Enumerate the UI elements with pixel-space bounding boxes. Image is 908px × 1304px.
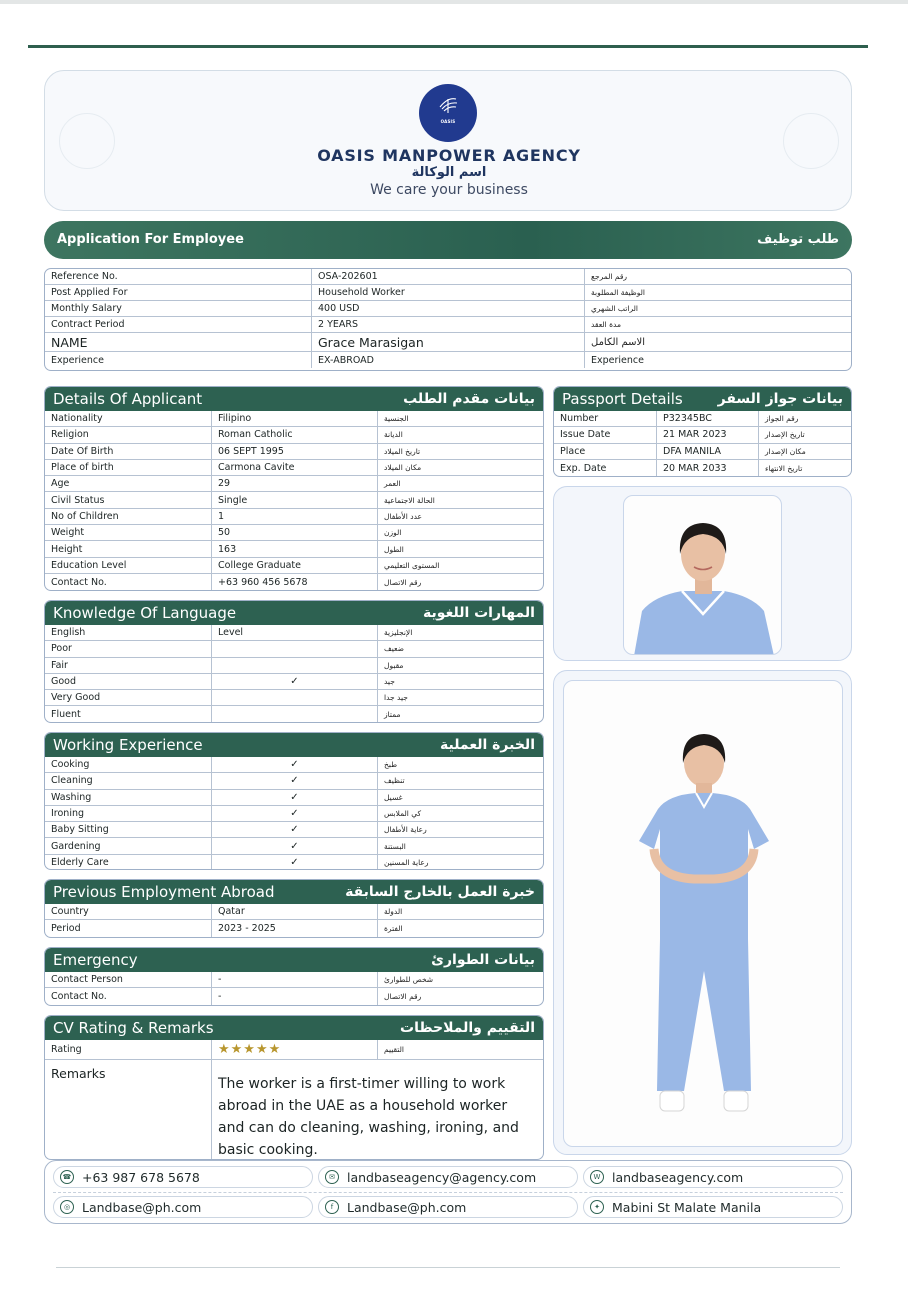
applicant-row xyxy=(45,444,543,460)
previous-label-ar: الفترة xyxy=(377,920,543,936)
applicant-label: Contact No. xyxy=(51,576,107,588)
reference-value: Grace Marasigan xyxy=(311,333,584,351)
checkmark-icon: ✓ xyxy=(211,838,377,853)
experience-section-title: Working Experience xyxy=(53,736,203,754)
application-title-ar: طلب توظيف xyxy=(757,232,839,247)
experience-label: Cleaning xyxy=(51,775,93,787)
language-row xyxy=(45,658,543,674)
applicant-label: Education Level xyxy=(51,559,127,571)
applicant-row xyxy=(45,525,543,541)
passport-label: Issue Date xyxy=(560,429,611,441)
reference-value: EX-ABROAD xyxy=(311,352,584,368)
applicant-label-ar: تاريخ الميلاد xyxy=(377,444,543,459)
experience-section-header xyxy=(45,733,543,757)
passport-value: 20 MAR 2033 xyxy=(656,460,758,476)
agency-header xyxy=(44,70,852,211)
reference-label: Reference No. xyxy=(51,271,118,282)
applicant-value: College Graduate xyxy=(211,558,377,573)
checkmark-icon: ✓ xyxy=(211,855,377,870)
agency-logo xyxy=(419,84,477,142)
contact-separator xyxy=(53,1192,843,1193)
language-section-title-ar: المهارات اللغوية xyxy=(423,605,535,621)
emergency-label-ar: رقم الاتصال xyxy=(377,988,543,1004)
cv-section-header xyxy=(45,1016,543,1040)
experience-row xyxy=(45,806,543,822)
applicant-row xyxy=(45,558,543,574)
contact-text: +63 987 678 5678 xyxy=(82,1169,200,1185)
experience-label-ar: البستنة xyxy=(377,838,543,853)
contact-text: landbaseagency.com xyxy=(612,1169,744,1185)
reference-value: 2 YEARS xyxy=(311,317,584,332)
applicant-label-ar: العمر xyxy=(377,476,543,491)
passport-row xyxy=(554,460,851,476)
reference-row xyxy=(45,285,851,301)
applicant-label-ar: رقم الاتصال xyxy=(377,574,543,590)
contact-text: Landbase@ph.com xyxy=(347,1199,467,1215)
checkmark-icon: ✓ xyxy=(211,674,377,689)
reference-value: OSA-202601 xyxy=(311,269,584,284)
experience-label-ar: رعاية الأطفال xyxy=(377,822,543,837)
experience-label-ar: طبخ xyxy=(377,757,543,772)
applicant-row xyxy=(45,492,543,508)
applicant-value: Filipino xyxy=(211,411,377,426)
reference-table xyxy=(44,268,852,371)
contact-pill[interactable] xyxy=(53,1166,313,1188)
experience-label: Washing xyxy=(51,791,92,803)
rating-stars: ★★★★★ xyxy=(211,1040,377,1059)
language-row xyxy=(45,706,543,722)
remarks-label: Remarks xyxy=(51,1066,106,1081)
previous-row xyxy=(45,920,543,936)
contact-pill[interactable] xyxy=(583,1166,843,1188)
language-label: English xyxy=(51,627,86,639)
experience-label-ar: كي الملابس xyxy=(377,806,543,821)
reference-row xyxy=(45,269,851,285)
language-label: Good xyxy=(51,676,77,688)
applicant-label: Date Of Birth xyxy=(51,445,114,457)
page-top-edge xyxy=(0,0,908,4)
applicant-label-ar: الحالة الاجتماعية xyxy=(377,492,543,507)
reference-label-ar: الراتب الشهري xyxy=(584,301,851,316)
experience-label: Ironing xyxy=(51,808,85,820)
emergency-contact xyxy=(44,947,544,1006)
portrait-figure-icon xyxy=(624,496,782,655)
passport-section-header xyxy=(554,387,851,411)
language-label: Fair xyxy=(51,659,68,671)
passport-section-title: Passport Details xyxy=(562,390,683,408)
applicant-label: Place of birth xyxy=(51,462,114,474)
applicant-value: Carmona Cavite xyxy=(211,460,377,475)
full-body-figure-icon xyxy=(564,681,843,1147)
emergency-section-title: Emergency xyxy=(53,951,138,969)
agency-name-ar: اسم الوكالة xyxy=(411,165,487,180)
contact-pill[interactable] xyxy=(53,1196,313,1218)
language-label-ar: ضعيف xyxy=(377,641,543,656)
language-value: Level xyxy=(211,625,377,640)
applicant-value: 50 xyxy=(211,525,377,540)
experience-row xyxy=(45,773,543,789)
emergency-section-title-ar: بيانات الطوارئ xyxy=(431,952,535,968)
experience-label-ar: غسيل xyxy=(377,790,543,805)
cv-section-title: CV Rating & Remarks xyxy=(53,1019,214,1037)
web-icon: W xyxy=(590,1170,604,1184)
full-body-photo xyxy=(563,680,843,1147)
location-icon: ✦ xyxy=(590,1200,604,1214)
remarks-text: The worker is a first-timer willing to work abroad in the UAE as a household worker and can do cleaning, washing, ironing, and basic cooking. xyxy=(211,1060,543,1159)
applicant-row xyxy=(45,509,543,525)
contact-footer xyxy=(44,1160,852,1224)
passport-value: P32345BC xyxy=(656,411,758,426)
previous-section-header xyxy=(45,880,543,904)
checkmark-icon: ✓ xyxy=(211,806,377,821)
reference-label: Contract Period xyxy=(51,319,125,330)
contact-pill[interactable] xyxy=(318,1196,578,1218)
applicant-label: Height xyxy=(51,543,83,555)
applicant-row xyxy=(45,460,543,476)
passport-row xyxy=(554,444,851,460)
applicant-value: 163 xyxy=(211,541,377,556)
language-label-ar: مقبول xyxy=(377,658,543,673)
reference-row xyxy=(45,301,851,317)
previous-value: 2023 - 2025 xyxy=(211,920,377,936)
applicant-label: Civil Status xyxy=(51,494,105,506)
checkmark-icon: ✓ xyxy=(211,757,377,772)
emergency-row xyxy=(45,972,543,988)
applicant-value: +63 960 456 5678 xyxy=(211,574,377,590)
experience-row xyxy=(45,855,543,870)
emergency-section-header xyxy=(45,948,543,972)
email-icon: ✉ xyxy=(325,1170,339,1184)
applicant-label-ar: الجنسية xyxy=(377,411,543,426)
previous-section-title-ar: خبرة العمل بالخارج السابقة xyxy=(345,884,535,900)
previous-row xyxy=(45,904,543,920)
reference-label: NAME xyxy=(51,334,88,350)
applicant-section-title: Details Of Applicant xyxy=(53,390,203,408)
cv-section-title-ar: التقييم والملاحظات xyxy=(400,1020,535,1036)
language-section-title: Knowledge Of Language xyxy=(53,604,237,622)
passport-section-title-ar: بيانات جواز السفر xyxy=(717,391,843,407)
applicant-value: 1 xyxy=(211,509,377,524)
emergency-label-ar: شخص للطوارئ xyxy=(377,972,543,987)
reference-label-ar: الوظيفة المطلوبة xyxy=(584,285,851,300)
reference-value: 400 USD xyxy=(311,301,584,316)
reference-label: Post Applied For xyxy=(51,287,128,298)
portrait-photo xyxy=(623,495,782,655)
reference-value: Household Worker xyxy=(311,285,584,300)
cv-rating-remarks xyxy=(44,1015,544,1160)
reference-label-ar: رقم المرجع xyxy=(584,269,851,284)
passport-label-ar: مكان الإصدار xyxy=(758,444,851,459)
experience-label-ar: رعاية المسنين xyxy=(377,855,543,870)
language-value xyxy=(211,690,377,705)
reference-label: Experience xyxy=(51,354,104,366)
contact-pill[interactable] xyxy=(583,1196,843,1218)
checkmark-icon: ✓ xyxy=(211,773,377,788)
emergency-label: Contact Person xyxy=(51,974,123,986)
language-value xyxy=(211,641,377,656)
applicant-label: Weight xyxy=(51,527,85,539)
passport-label: Number xyxy=(560,413,599,425)
passport-label: Exp. Date xyxy=(560,462,607,474)
passport-row xyxy=(554,427,851,443)
passport-details xyxy=(553,386,852,477)
reference-row xyxy=(45,317,851,333)
reference-label-ar: مدة العقد xyxy=(584,317,851,332)
bottom-divider xyxy=(56,1267,840,1268)
experience-section-title-ar: الخبرة العملية xyxy=(440,737,535,753)
language-label: Very Good xyxy=(51,692,101,704)
language-value xyxy=(211,706,377,722)
passport-row xyxy=(554,411,851,427)
applicant-row xyxy=(45,574,543,590)
language-label: Fluent xyxy=(51,709,81,721)
experience-label: Cooking xyxy=(51,759,90,771)
reference-row xyxy=(45,352,851,368)
reference-label-ar: Experience xyxy=(584,352,851,368)
applicant-label-ar: الطول xyxy=(377,541,543,556)
applicant-label-ar: مكان الميلاد xyxy=(377,460,543,475)
application-banner xyxy=(44,221,852,259)
contact-text: Landbase@ph.com xyxy=(82,1199,202,1215)
applicant-row xyxy=(45,427,543,443)
working-experience xyxy=(44,732,544,870)
reference-label-ar: الاسم الكامل xyxy=(584,333,851,351)
applicant-section-header xyxy=(45,387,543,411)
previous-label: Period xyxy=(51,922,81,934)
contact-text: Mabini St Malate Manila xyxy=(612,1199,762,1215)
language-value xyxy=(211,658,377,673)
application-title: Application For Employee xyxy=(57,232,244,247)
passport-label-ar: تاريخ الانتهاء xyxy=(758,460,851,476)
experience-label: Baby Sitting xyxy=(51,824,109,836)
applicant-row xyxy=(45,411,543,427)
experience-label-ar: تنظيف xyxy=(377,773,543,788)
language-label-ar: ممتاز xyxy=(377,706,543,722)
full-body-photo-frame xyxy=(553,670,852,1155)
previous-value: Qatar xyxy=(211,904,377,919)
emergency-value: - xyxy=(211,988,377,1004)
rating-row xyxy=(45,1040,543,1060)
applicant-label: Age xyxy=(51,478,70,490)
applicant-label: Religion xyxy=(51,429,89,441)
agency-tagline: We care your business xyxy=(370,182,528,198)
previous-employment xyxy=(44,879,544,938)
logo-text: OASIS xyxy=(440,119,456,124)
experience-row xyxy=(45,790,543,806)
applicant-row xyxy=(45,541,543,557)
reference-label: Monthly Salary xyxy=(51,303,122,314)
applicant-label-ar: المستوى التعليمي xyxy=(377,558,543,573)
previous-label: Country xyxy=(51,906,89,918)
experience-row xyxy=(45,822,543,838)
rating-label-ar: التقييم xyxy=(377,1040,543,1059)
agency-name: OASIS MANPOWER AGENCY xyxy=(317,146,581,165)
palm-icon xyxy=(436,93,460,117)
applicant-label: No of Children xyxy=(51,510,119,522)
language-label-ar: جيد xyxy=(377,674,543,689)
passport-label: Place xyxy=(560,445,586,457)
applicant-row xyxy=(45,476,543,492)
language-label-ar: الإنجليزية xyxy=(377,625,543,640)
previous-section-title: Previous Employment Abroad xyxy=(53,883,275,901)
experience-label: Elderly Care xyxy=(51,857,109,869)
experience-row xyxy=(45,757,543,773)
passport-label-ar: رقم الجواز xyxy=(758,411,851,426)
language-row xyxy=(45,641,543,657)
remarks-row xyxy=(45,1060,543,1159)
checkmark-icon: ✓ xyxy=(211,790,377,805)
checkmark-icon: ✓ xyxy=(211,822,377,837)
applicant-value: Roman Catholic xyxy=(211,427,377,442)
emergency-label: Contact No. xyxy=(51,990,107,1002)
contact-pill[interactable] xyxy=(318,1166,578,1188)
applicant-value: 29 xyxy=(211,476,377,491)
passport-value: 21 MAR 2023 xyxy=(656,427,758,442)
experience-label: Gardening xyxy=(51,840,101,852)
top-divider xyxy=(28,45,868,48)
applicant-label-ar: الديانة xyxy=(377,427,543,442)
portrait-photo-frame xyxy=(553,486,852,661)
language-label: Poor xyxy=(51,643,72,655)
applicant-section-title-ar: بيانات مقدم الطلب xyxy=(403,391,535,407)
applicant-value: 06 SEPT 1995 xyxy=(211,444,377,459)
instagram-icon: ◎ xyxy=(60,1200,74,1214)
language-section-header xyxy=(45,601,543,625)
language-knowledge xyxy=(44,600,544,723)
emergency-value: - xyxy=(211,972,377,987)
language-row xyxy=(45,674,543,690)
passport-value: DFA MANILA xyxy=(656,444,758,459)
applicant-label-ar: عدد الأطفال xyxy=(377,509,543,524)
passport-label-ar: تاريخ الإصدار xyxy=(758,427,851,442)
experience-row xyxy=(45,838,543,854)
phone-icon: ☎ xyxy=(60,1170,74,1184)
language-row xyxy=(45,625,543,641)
previous-label-ar: الدولة xyxy=(377,904,543,919)
language-label-ar: جيد جدا xyxy=(377,690,543,705)
facebook-icon: f xyxy=(325,1200,339,1214)
contact-text: landbaseagency@agency.com xyxy=(347,1169,537,1185)
language-row xyxy=(45,690,543,706)
rating-label: Rating xyxy=(51,1044,82,1055)
reference-row xyxy=(45,333,851,352)
applicant-label-ar: الوزن xyxy=(377,525,543,540)
emergency-row xyxy=(45,988,543,1004)
applicant-value: Single xyxy=(211,492,377,507)
applicant-details xyxy=(44,386,544,591)
applicant-label: Nationality xyxy=(51,413,103,425)
